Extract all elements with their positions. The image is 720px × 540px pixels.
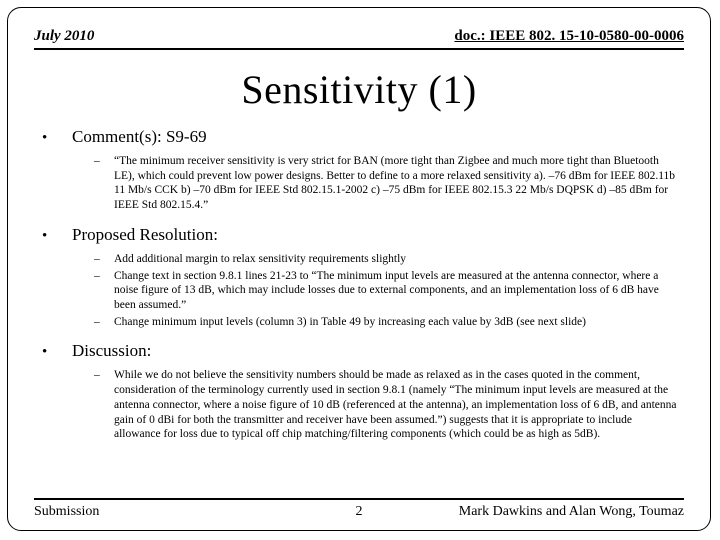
slide-header (34, 28, 684, 50)
header-date: July 2010 (34, 28, 95, 44)
list-item (94, 252, 678, 267)
dash-icon: – (94, 155, 100, 167)
page-number: 2 (355, 504, 363, 519)
bullet-proposed-resolution-label: Proposed Resolution: (72, 224, 218, 244)
list-item (94, 368, 678, 442)
proposed-resolution-sublist (94, 252, 678, 330)
resolution-item-text: Change minimum input levels (column 3) in Table 49 by increasing each value by 3dB (see next slide) (114, 315, 586, 328)
bullet-comments-label: Comment(s): S9-69 (72, 127, 207, 146)
list-item (94, 269, 678, 313)
dash-icon: – (94, 369, 100, 382)
footer-authors: Mark Dawkins and Alan Wong, Toumaz (458, 504, 684, 519)
bullet-proposed-resolution (38, 225, 682, 247)
header-doc-number: doc.: IEEE 802. 15-10-0580-00-0006 (454, 28, 684, 44)
dash-icon: – (94, 252, 100, 265)
resolution-item-text: Add additional margin to relax sensitivity requirements slightly (114, 252, 407, 265)
discussion-sublist (94, 368, 678, 442)
slide-body (38, 127, 682, 442)
footer-submission: Submission (34, 504, 100, 519)
bullet-icon: • (42, 130, 48, 146)
dash-icon: – (94, 315, 100, 328)
comment-text: “The minimum receiver sensitivity is very strict for BAN (more tight than Zigbee and much more tight than Bluetooth LE), which could prevent low power designs. Better to define to a more relaxed sensitivity a). –76 dBm for IEEE 802.11b 11 Mb/s CCK b) –70 dBm for IEEE Std 802.15.1-2002 c) –75 dBm for IEEE 802.15.3 22 Mb/s DQPSK d) –85 dBm for IEEE Std 802.15.4.” (114, 155, 676, 212)
slide-footer (34, 498, 684, 520)
comments-sublist (94, 154, 678, 213)
bullet-discussion-label: Discussion: (72, 341, 152, 361)
discussion-text: While we do not believe the sensitivity numbers should be made as relaxed as in the cases quoted in the comment, consideration of the terminology currently used in section 9.8.1 (namely “The minimum input levels are measured at the antenna connector, where a noise figure of 10 dB (referenced at the antenna), an implementation loss of 6 dB, and antenna gain of 0 dBi for both the transmitter and receiver have been assumed.”) suggests that it is appropriate to include allowance for loss due to typical off chip matching/filtering components (which could be as high as 5dB). (114, 369, 677, 441)
resolution-item-text: Change text in section 9.8.1 lines 21-23 to “The minimum input levels are measured at the antenna connector, where a noise figure of 13 dB, which may include losses due to external components, and an implementation loss of 6 dB have been assumed.” (114, 269, 659, 312)
bullet-discussion (38, 341, 682, 363)
list-item (94, 315, 678, 330)
bullet-comments (38, 127, 682, 149)
slide-title: Sensitivity (1) (241, 67, 477, 112)
list-item (94, 154, 678, 213)
dash-icon: – (94, 269, 100, 282)
bullet-icon: • (42, 227, 48, 244)
bullet-icon: • (42, 344, 48, 361)
slide (7, 7, 711, 531)
